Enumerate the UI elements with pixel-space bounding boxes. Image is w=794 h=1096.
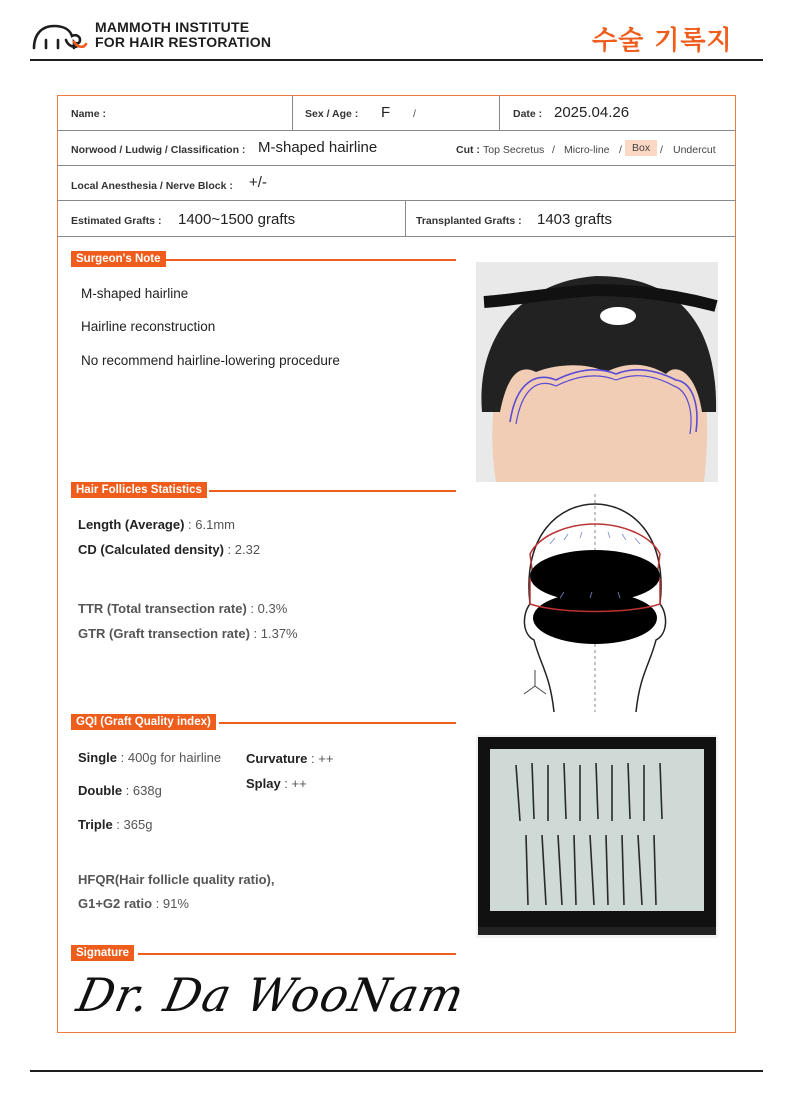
hfqr-label: HFQR(Hair follicle quality ratio), <box>78 872 275 887</box>
footer-divider <box>30 1070 763 1072</box>
transplanted-grafts-value[interactable]: 1403 grafts <box>537 211 613 228</box>
graft-monitor-photo <box>476 735 718 938</box>
classification-label: Norwood / Ludwig / Classification : <box>71 144 246 156</box>
ttr-stat: TTR (Total transection rate) : 0.3% <box>78 601 288 616</box>
donor-area-diagram <box>500 494 690 712</box>
cut-separator: / <box>660 144 663 156</box>
estimated-grafts-label: Estimated Grafts : <box>71 215 162 227</box>
section-rule <box>164 259 456 261</box>
double-grafts: Double : 638g <box>78 783 162 798</box>
note-line: Hairline reconstruction <box>81 319 216 334</box>
column-divider <box>292 95 293 130</box>
follicle-stats-header: Hair Follicles Statistics <box>71 482 207 498</box>
mammoth-logo-icon <box>30 18 90 54</box>
splay-stat: Splay : ++ <box>246 776 307 791</box>
anesthesia-value[interactable]: +/- <box>249 174 267 191</box>
signature-header: Signature <box>71 945 134 961</box>
document-title: 수술 기록지 <box>592 26 733 56</box>
section-rule <box>209 490 456 492</box>
length-stat: Length (Average) : 6.1mm <box>78 517 235 532</box>
cut-separator: / <box>619 144 622 156</box>
curvature-stat: Curvature : ++ <box>246 751 334 766</box>
row-divider <box>57 236 736 237</box>
gtr-stat: GTR (Graft transection rate) : 1.37% <box>78 626 298 641</box>
section-rule <box>219 722 456 724</box>
single-grafts: Single : 400g for hairline <box>78 750 222 765</box>
hairline-photo <box>476 262 718 482</box>
age-separator: / <box>413 108 416 120</box>
name-label: Name : <box>71 108 107 120</box>
column-divider <box>499 95 500 130</box>
institute-name: MAMMOTH INSTITUTE FOR HAIR RESTORATION <box>95 19 272 50</box>
cut-separator: / <box>552 144 555 156</box>
cut-option-box-selected[interactable]: Box <box>625 140 657 156</box>
density-stat: CD (Calculated density) : 2.32 <box>78 542 261 557</box>
hfqr-ratio: G1+G2 ratio : 91% <box>78 896 189 911</box>
row-divider <box>57 130 736 131</box>
anesthesia-label: Local Anesthesia / Nerve Block : <box>71 180 233 192</box>
row-divider <box>57 200 736 201</box>
note-line: M-shaped hairline <box>81 286 189 301</box>
triple-grafts: Triple : 365g <box>78 817 153 832</box>
date-value[interactable]: 2025.04.26 <box>554 104 630 121</box>
header-divider <box>30 59 763 61</box>
surgeon-note-header: Surgeon's Note <box>71 251 166 267</box>
date-label: Date : <box>513 108 543 120</box>
estimated-grafts-value[interactable]: 1400~1500 grafts <box>178 211 296 228</box>
cut-option-top-secretus[interactable]: Top Secretus <box>483 144 545 156</box>
column-divider <box>405 200 406 236</box>
gqi-header: GQI (Graft Quality index) <box>71 714 216 730</box>
row-divider <box>57 165 736 166</box>
classification-value[interactable]: M-shaped hairline <box>258 139 378 156</box>
cut-option-micro-line[interactable]: Micro-line <box>564 144 610 156</box>
cut-option-undercut[interactable]: Undercut <box>673 144 716 156</box>
cut-label: Cut : <box>456 144 480 156</box>
sex-value[interactable]: F <box>381 104 391 121</box>
transplanted-grafts-label: Transplanted Grafts : <box>416 215 522 227</box>
sex-age-label: Sex / Age : <box>305 108 359 120</box>
surgeon-signature: Dr. Da WooNam <box>72 968 470 1022</box>
section-rule <box>138 953 456 955</box>
note-line: No recommend hairline-lowering procedure <box>81 353 340 368</box>
